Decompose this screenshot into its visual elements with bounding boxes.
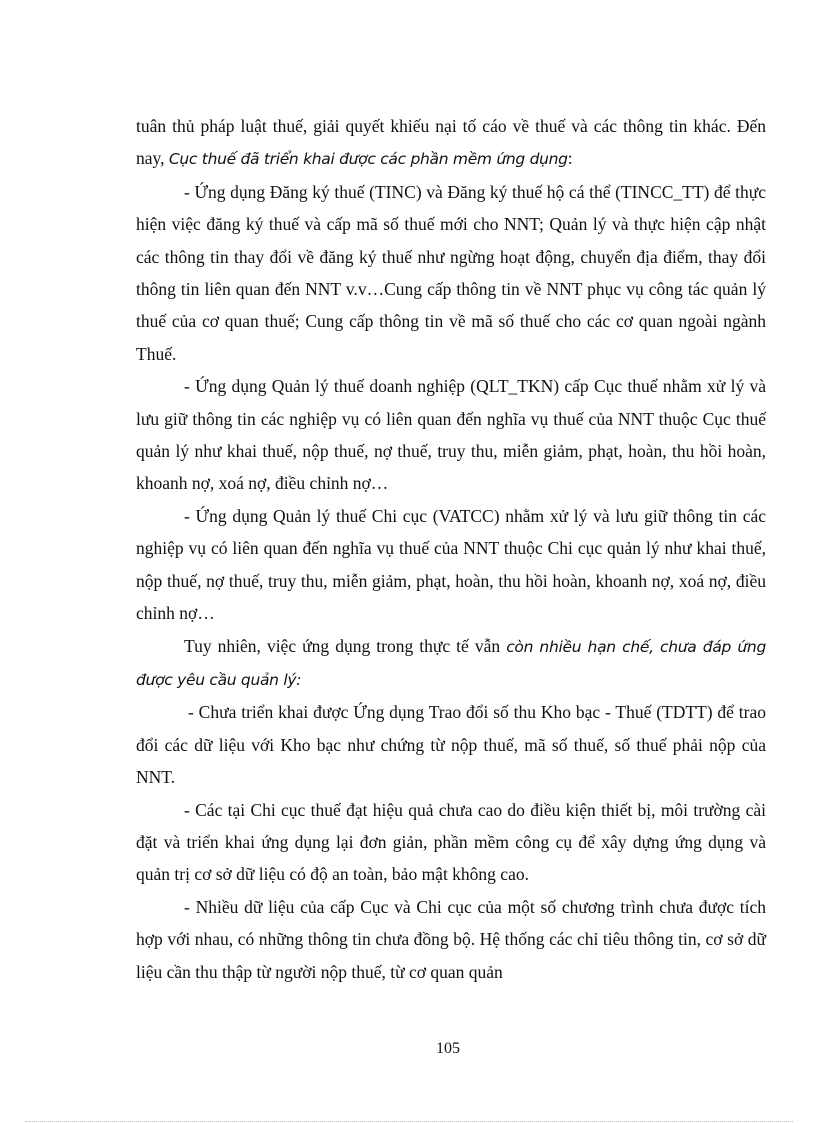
bullet-vatcc xyxy=(136,500,766,630)
paragraph-limitations xyxy=(136,630,766,697)
text-run: - Chưa triển khai được Ứng dụng Trao đổi số thu Kho bạc - Thuế (TDTT) để trao đổi các dữ liệu với Kho bạc như chứng từ nộp thuế, mã số thuế, số thuế phải nộp của NNT. xyxy=(136,702,766,788)
page-number: 105 xyxy=(436,1040,460,1057)
text-run: - Nhiều dữ liệu của cấp Cục và Chi cục của một số chương trình chưa được tích hợp với nhau, có những thông tin chưa đồng bộ. Hệ thống các chỉ tiêu thông tin, cơ sở dữ liệu cần thu thập từ người nộp thuế, từ cơ quan quản xyxy=(136,896,766,982)
text-run: Tuy nhiên, việc ứng dụng trong thực tế vẫn xyxy=(184,635,507,656)
paragraph-continuation xyxy=(136,110,766,176)
document-body xyxy=(136,110,766,988)
bullet-tdtt xyxy=(136,696,766,793)
bullet-tinc xyxy=(136,176,766,370)
text-run: : xyxy=(567,148,573,169)
text-run: - Ứng dụng Đăng ký thuế (TINC) và Đăng ký thuế hộ cá thể (TINCC_TT) để thực hiện việc đăng ký thuế và cấp mã số thuế mới cho NNT; Quản lý và thực hiện cập nhật các thông tin thay đổi về đăng ký thuế như ngừng hoạt động, chuyển địa điểm, thay đổi thông tin liên quan đến NNT v.v…Cung cấp thông tin về NNT phục vụ công tác quản lý thuế của cơ quan thuế; Cung cấp thông tin về mã số thuế cho các cơ quan ngoài ngành Thuế. xyxy=(136,181,766,364)
bullet-chi-cuc xyxy=(136,794,766,891)
italic-text-run: còn nhiều hạn chế, chưa đáp ứng được yêu cầu quản lý: xyxy=(136,637,766,689)
italic-text-run: Cục thuế đã triển khai được các phần mềm ứng dụng xyxy=(168,150,568,169)
text-run: - Ứng dụng Quản lý thuế Chi cục (VATCC) nhằm xử lý và lưu giữ thông tin các nghiệp vụ có liên quan đến nghĩa vụ thuế của NNT thuộc Chi cục quản lý như khai thuế, nộp thuế, nợ thuế, truy thu, miễn giảm, phạt, hoàn, thu hồi hoàn, khoanh nợ, xoá nợ, điều chỉnh nợ… xyxy=(136,505,766,624)
text-run: - Ứng dụng Quản lý thuế doanh nghiệp (QLT_TKN) cấp Cục thuế nhằm xử lý và lưu giữ thông tin các nghiệp vụ có liên quan đến nghĩa vụ thuế của NNT thuộc Cục thuế quản lý như khai thuế, nộp thuế, nợ thuế, truy thu, miễn giảm, phạt, hoàn, thu hồi hoàn, khoanh nợ, xoá nợ, điều chỉnh nợ… xyxy=(136,376,766,494)
text-run: tuân thủ pháp luật thuế, giải quyết khiếu nại tố cáo về thuế và các thông tin khác. Đến nay, xyxy=(136,116,766,169)
page-bottom-dotted-border xyxy=(25,1121,793,1122)
bullet-data-integration xyxy=(136,891,766,988)
bullet-qlt-tkn xyxy=(136,370,766,500)
text-run: - Các tại Chi cục thuế đạt hiệu quả chưa cao do điều kiện thiết bị, môi trường cài đặt và triển khai ứng dụng lại đơn giản, phần mềm công cụ để xây dựng ứng dụng và quản trị cơ sở dữ liệu có độ an toàn, bảo mật không cao. xyxy=(136,799,766,885)
